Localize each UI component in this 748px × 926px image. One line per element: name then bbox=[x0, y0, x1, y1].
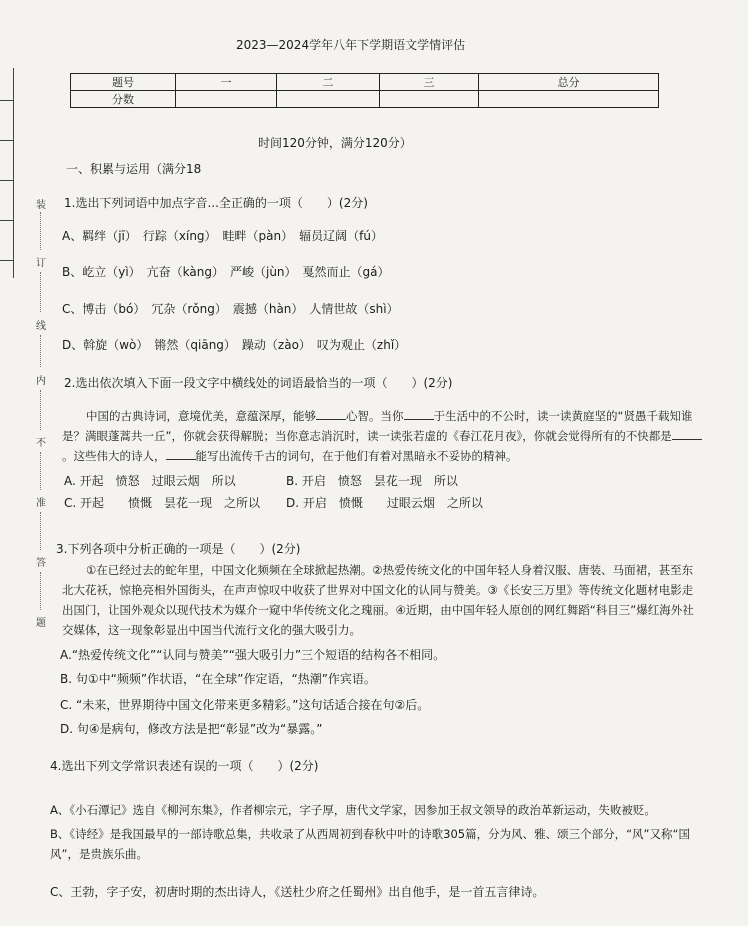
q2-text: 心智。当你 bbox=[346, 409, 404, 423]
q4-option-c: C、王勃，字子安，初唐时期的杰出诗人，《送杜少府之任蜀州》出自他手，是一首五言律诗。 bbox=[50, 885, 545, 899]
q1-stem: 1.选出下列词语中加点字音...全正确的一项（ ）(2分) bbox=[64, 196, 368, 210]
table-cell bbox=[176, 91, 277, 108]
side-char: 准 bbox=[36, 498, 46, 509]
section-title: 一、积累与运用（满分18 bbox=[66, 162, 202, 176]
table-cell: 分数 bbox=[71, 91, 176, 108]
q2-passage bbox=[62, 406, 702, 466]
q2-text: 。这些伟大的诗人， bbox=[62, 449, 166, 463]
margin-dots bbox=[40, 390, 42, 430]
table-cell: 三 bbox=[380, 74, 479, 91]
time-info: 时间120分钟，满分120分） bbox=[258, 136, 412, 150]
q2-text: 能写出流传千古的词句，在于他们有着对黑暗永不妥协的精神。 bbox=[195, 449, 518, 463]
page-title: 2023—2024学年八年下学期语文学情评估 bbox=[236, 38, 466, 52]
table-cell bbox=[277, 91, 380, 108]
table-cell: 二 bbox=[277, 74, 380, 91]
q2-option-a: A. 开起 愤怒 过眼云烟 所以 bbox=[64, 474, 236, 488]
score-table bbox=[70, 73, 659, 108]
margin-dots bbox=[40, 335, 42, 367]
q2-text: 中国的古典诗词，意境优美，意蕴深厚，能够 bbox=[86, 409, 316, 423]
q2-stem: 2.选出依次填入下面一段文字中横线处的词语最恰当的一项（ ）(2分) bbox=[64, 376, 453, 390]
q2-option-b: B. 开启 愤怒 昙花一现 所以 bbox=[286, 474, 458, 488]
q4-stem: 4.选出下列文学常识表述有误的一项（ ）(2分) bbox=[50, 759, 319, 773]
margin-dots bbox=[40, 272, 42, 312]
table-cell bbox=[380, 91, 479, 108]
q3-option-c: C. “未来，世界期待中国文化带来更多精彩。”这句话适合接在句②后。 bbox=[60, 698, 430, 712]
margin-dots bbox=[40, 452, 42, 490]
answer-blank[interactable] bbox=[166, 448, 196, 460]
q2-option-d: D. 开启 愤慨 过眼云烟 之所以 bbox=[286, 496, 483, 510]
side-char: 订 bbox=[36, 258, 46, 269]
margin-dots bbox=[40, 512, 42, 550]
table-row bbox=[71, 74, 659, 91]
q3-option-d: D. 句④是病句，修改方法是把“彰显”改为“暴露。” bbox=[60, 722, 323, 736]
q4-option-a: A、《小石潭记》选自《柳河东集》，作者柳宗元，字子厚，唐代文学家，因参加王叔文领导的政治革新运动，失败被贬。 bbox=[50, 803, 656, 817]
side-char: 线 bbox=[36, 321, 46, 332]
margin-tick bbox=[0, 260, 13, 261]
q1-option-a: A、羁绊（jī） 行踪（xíng） 畦畔（pàn） 辐员辽阔（fú） bbox=[62, 229, 383, 243]
table-row bbox=[71, 91, 659, 108]
q4-option-b: B、《诗经》是我国最早的一部诗歌总集，共收录了从西周初到春秋中叶的诗歌305篇，分为风、雅、颂三个部分，“风”又称“国风”，是贵族乐曲。 bbox=[50, 827, 690, 861]
table-cell: 一 bbox=[176, 74, 277, 91]
answer-blank[interactable] bbox=[672, 428, 702, 440]
margin-tick bbox=[0, 100, 13, 101]
answer-blank[interactable] bbox=[404, 408, 434, 420]
q1-option-d: D、斡旋（wò） 锵然（qiāng） 躁动（zào） 叹为观止（zhǐ） bbox=[62, 338, 407, 352]
q3-option-b: B. 句①中“频频”作状语，“在全球”作定语，“热潮”作宾语。 bbox=[60, 672, 376, 686]
side-char: 题 bbox=[36, 618, 46, 629]
margin-tick bbox=[0, 220, 13, 221]
side-char: 内 bbox=[36, 376, 46, 387]
q3-passage: ①在已经过去的蛇年里，中国文化频频在全球掀起热潮。②热爱传统文化的中国年轻人身着汉服、唐装、马面裙，甚至东北大花袄，惊艳亮相外国街头，在声声惊叹中收获了世界对中国文化的认同与赞美。③《长安三万里》等传统文化题材电影走出国门，让国外观众以现代技术为媒介一窥中华传统文化之瑰丽。④近期，由中国年轻人原创的网红舞蹈“科目三”爆红海外社交媒体，这一现象彰显出中国当代流行文化的强大吸引力。 bbox=[62, 563, 694, 637]
margin-dots bbox=[40, 572, 42, 610]
side-char: 答 bbox=[36, 558, 46, 569]
q3-option-a: A.“热爱传统文化”“认同与赞美”“强大吸引力”三个短语的结构各不相同。 bbox=[60, 648, 446, 662]
q1-option-b: B、屹立（yì） 亢奋（kàng） 严峻（jùn） 戛然而止（gá） bbox=[62, 265, 390, 279]
q2-option-c: C. 开起 愤慨 昙花一现 之所以 bbox=[64, 496, 261, 510]
table-cell: 总分 bbox=[479, 74, 659, 91]
table-cell bbox=[479, 91, 659, 108]
margin-dots bbox=[40, 212, 42, 250]
q3-stem: 3.下列各项中分析正确的一项是（ ）(2分) bbox=[56, 542, 301, 556]
q1-option-c: C、博击（bó） 冗杂（rǒng） 震撼（hàn） 人情世故（shì） bbox=[62, 302, 399, 316]
margin-tick bbox=[0, 180, 13, 181]
margin-tick bbox=[0, 140, 13, 141]
table-cell: 题号 bbox=[71, 74, 176, 91]
side-char: 不 bbox=[36, 438, 46, 449]
answer-blank[interactable] bbox=[316, 408, 346, 420]
side-char: 装 bbox=[36, 200, 46, 211]
q2-text: 于生活中的不公时，读一读黄庭坚的“贤愚千载知谁是？满眼蓬蒿共一丘”，你就会获得解脱；当你意志消沉时，读一读张若虚的《春江花月夜》，你就会觉得所有的不快都是 bbox=[62, 409, 693, 443]
